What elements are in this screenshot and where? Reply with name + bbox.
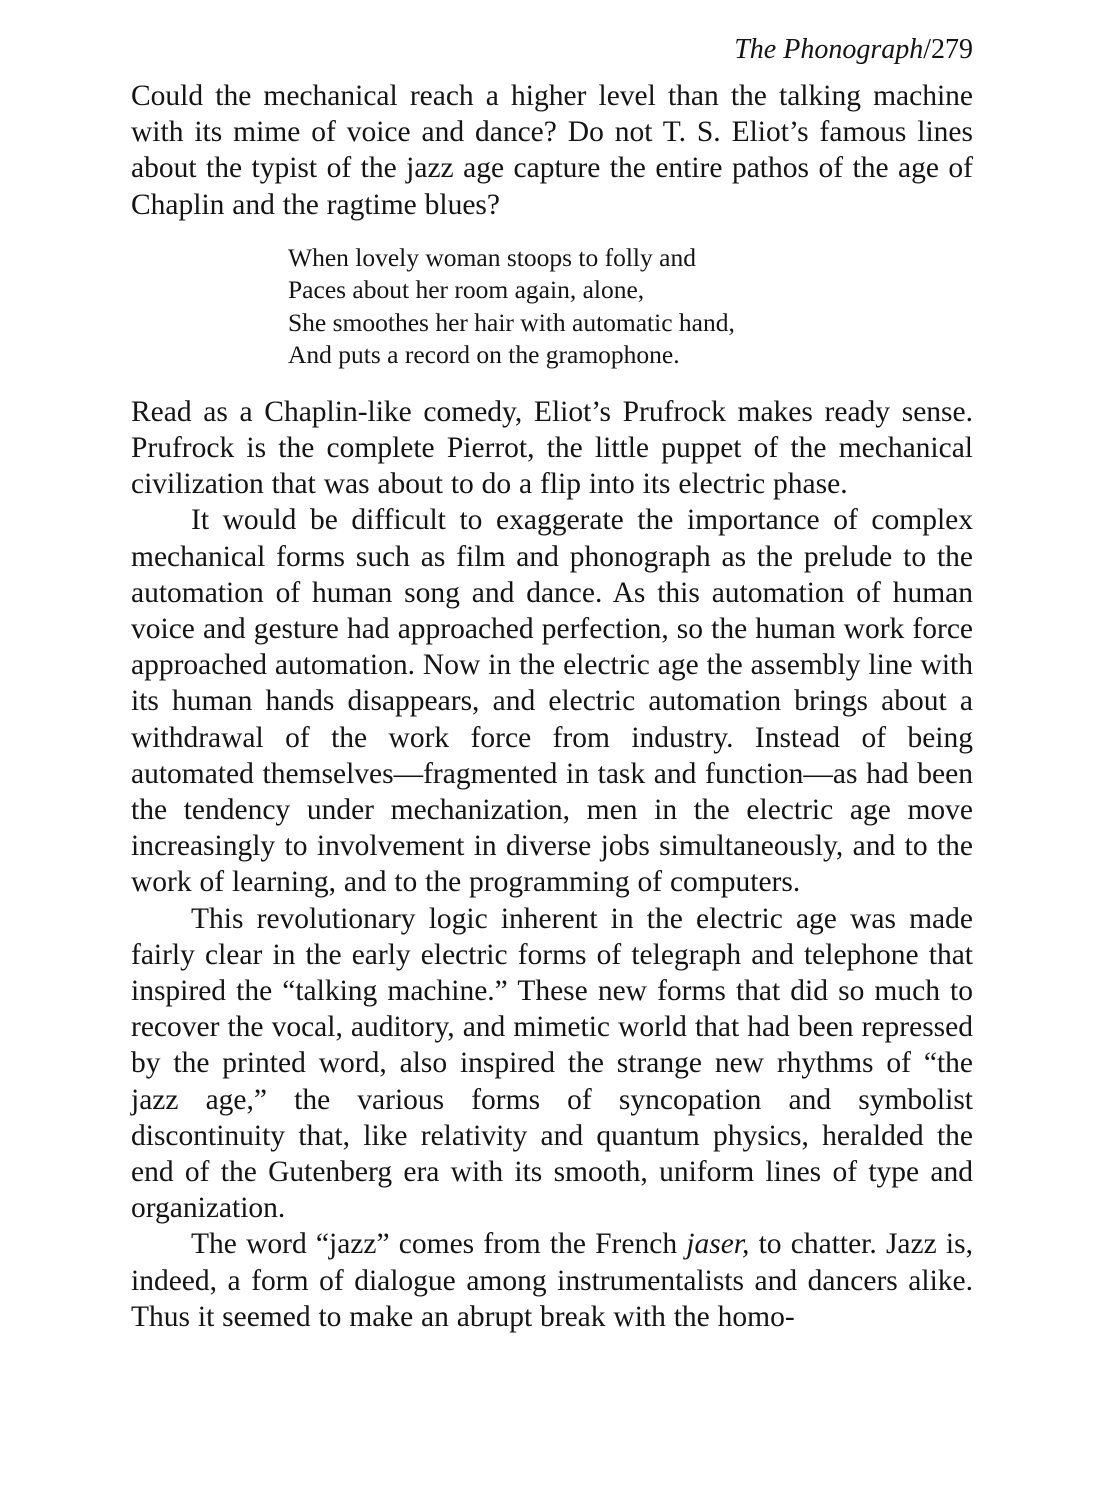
paragraph-1: Could the mechanical reach a higher level than the talking machine with its mime of voice and dance? Do not T. S. Eliot’s famous lines about the typist of the jazz age capture the entire pathos of the age of Chaplin and the ragtime blues? bbox=[131, 80, 973, 221]
paragraph-4: This revolutionary logic inherent in the electric age was made fairly clear in the early electric forms of telegraph and telephone that inspired the “talking machine.” These new forms that did so much to recover the vocal, auditory, and mimetic world that had been repressed by the printed word, also inspired the strange new rhythms of “the jazz age,” the various forms of syncopation and symbolist discontinuity that, like relativity and quantum physics, heralded the end of the Gutenberg era with its smooth, uniform lines of type and organization. bbox=[131, 902, 973, 1225]
header-separator: / bbox=[923, 34, 931, 65]
paragraph-5 bbox=[131, 1226, 973, 1335]
paragraph-5-text: The word “jazz” comes from the French bbox=[191, 1228, 687, 1261]
chapter-title: The Phonograph bbox=[734, 34, 924, 65]
paragraph-2: Read as a Chaplin-like comedy, Eliot’s Prufrock makes ready sense. Prufrock is the complete Pierrot, the little puppet of the mechanical civilization that was about to do a flip into its electric phase. bbox=[131, 395, 973, 501]
book-page bbox=[131, 30, 973, 1335]
verse-line: Paces about her room again, alone, bbox=[288, 275, 645, 305]
running-head bbox=[131, 30, 973, 78]
verse-line: When lovely woman stoops to folly and bbox=[288, 242, 696, 272]
page-number: 279 bbox=[931, 34, 973, 65]
emphasis-word: jaser, bbox=[686, 1228, 750, 1261]
verse-line: And puts a record on the gramophone. bbox=[288, 340, 680, 370]
verse-quotation bbox=[288, 242, 973, 372]
verse-line: She smoothes her hair with automatic hand, bbox=[288, 307, 735, 337]
paragraph-5-text-cont: to chatter. Jazz is, indeed, a form of dialogue among instrumentalists and dancers alike. Thus it seemed to make an abrupt break with the homo- bbox=[131, 1228, 973, 1333]
body-text bbox=[131, 78, 973, 1335]
paragraph-3: It would be difficult to exaggerate the importance of complex mechanical forms such as film and phonograph as the prelude to the automation of human song and dance. As this automation of human voice and gesture had approached perfection, so the human work force approached automation. Now in the electric age the assembly line with its human hands disappears, and electric automation brings about a withdrawal of the work force from industry. Instead of being automated themselves—fragmented in task and function—as had been the tendency under mechanization, men in the electric age move increasingly to involvement in diverse jobs simultaneously, and to the work of learning, and to the programming of computers. bbox=[131, 504, 973, 899]
